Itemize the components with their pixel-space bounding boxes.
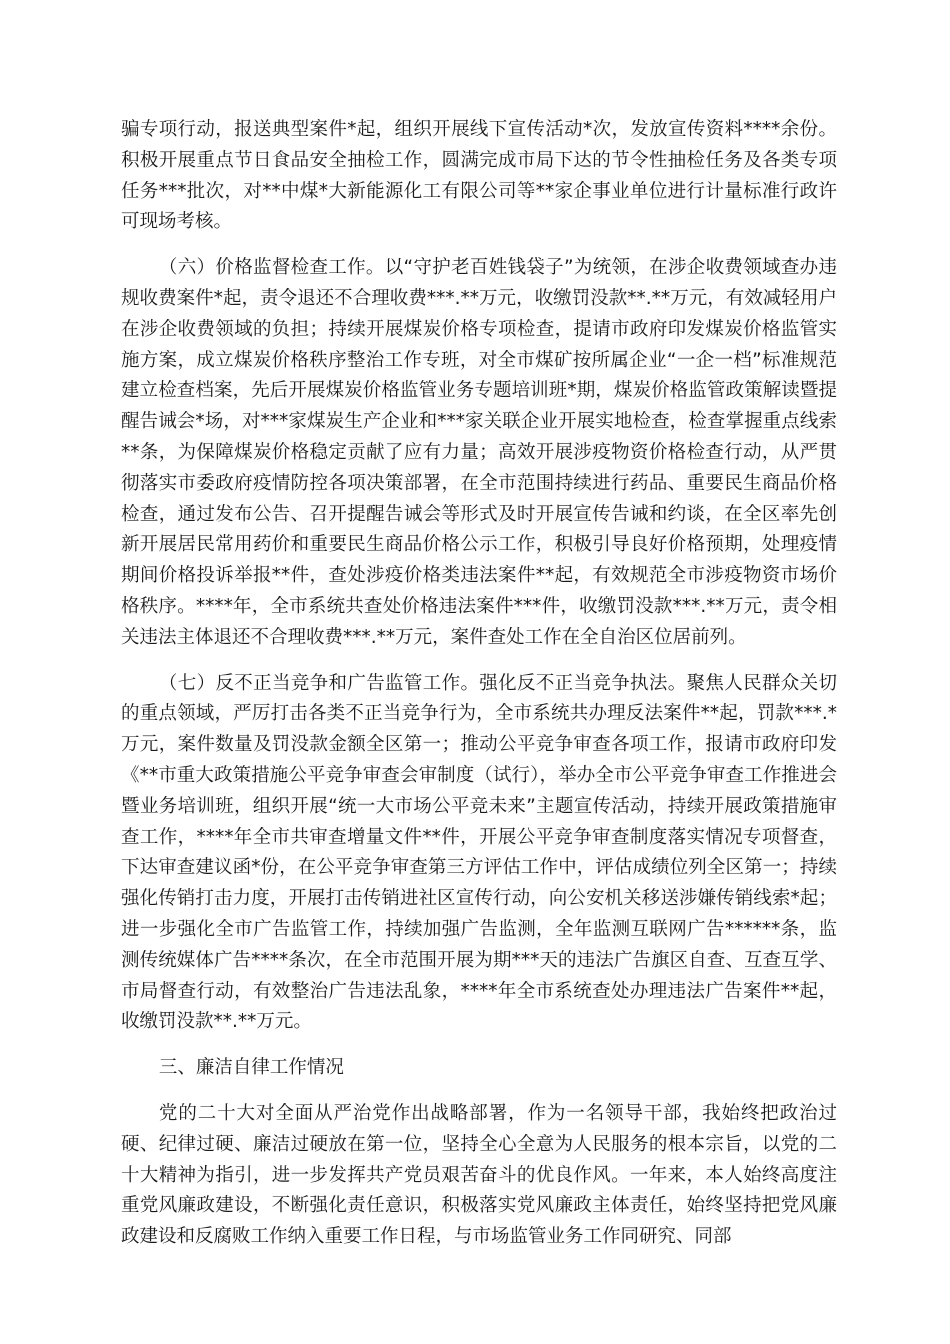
section-heading-integrity: 三、廉洁自律工作情况 xyxy=(158,1057,344,1079)
body-paragraph-price-supervision: （六）价格监督检查工作。以“守护老百姓钱袋子”为统领，在涉企收费领域查办违规收费案件*起，责令退还不合理收费***.**万元，收缴罚没款**.**万元，有效减轻用户在涉企收费领域的负担；持续开展煤炭价格专项检查，提请市政府印发煤炭价格监管实施方案，成立煤炭价格秩序整治工作专班，对全市煤矿按所属企业“一企一档”标准规范建立检查档案，先后开展煤炭价格监管业务专题培训班*期，煤炭价格监管政策解读暨提醒告诫会*场，对***家煤炭生产企业和***家关联企业开展实地检查，检查掌握重点线索**条，为保障煤炭价格稳定贡献了应有力量；高效开展涉疫物资价格检查行动，从严贯彻落实市委政府疫情防控各项决策部署，在全市范围持续进行药品、重要民生商品价格检查，通过发布公告、召开提醒告诫会等形式及时开展宣传告诫和约谈，在全区率先创新开展居民常用药价和重要民生商品价格公示工作，积极引导良好价格预期，处理疫情期间价格投诉举报**件，查处涉疫价格类违法案件**起，有效规范全市涉疫物资市场价格秩序。****年，全市系统共查处价格违法案件***件，收缴罚没款***.**万元，责令相关违法主体退还不合理收费***.**万元，案件查处工作在全自治区位居前列。 xyxy=(121,257,837,648)
body-paragraph-continuation: 骗专项行动，报送典型案件*起，组织开展线下宣传活动*次，发放宣传资料****余份。积极开展重点节日食品安全抽检工作，圆满完成市局下达的节令性抽检任务及各类专项任务***批次，对**中煤*大新能源化工有限公司等**家企事业单位进行计量标准行政许可现场考核。 xyxy=(121,119,837,233)
body-paragraph-anti-unfair-competition: （七）反不正当竞争和广告监管工作。强化反不正当竞争执法。聚焦人民群众关切的重点领域，严厉打击各类不正当竞争行为，全市系统共办理反法案件**起，罚款***.*万元，案件数量及罚没款金额全区第一；推动公平竞争审查各项工作，报请市政府印发《**市重大政策措施公平竞争审查会审制度（试行），举办全市公平竞争审查工作推进会暨业务培训班，组织开展“统一大市场公平竞未来”主题宣传活动，持续开展政策措施审查工作，****年全市共审查增量文件**件，开展公平竞争审查制度落实情况专项督查，下达审查建议函*份，在公平竞争审查第三方评估工作中，评估成绩位列全区第一；持续强化传销打击力度，开展打击传销进社区宣传行动，向公安机关移送涉嫌传销线索*起；进一步强化全市广告监管工作，持续加强广告监测，全年监测互联网广告******条，监测传统媒体广告****条次，在全市范围开展为期***天的违法广告旗区自查、互查互学、市局督查行动，有效整治广告违法乱象，****年全市系统查处办理违法广告案件**起，收缴罚没款**.**万元。 xyxy=(121,672,837,1033)
body-paragraph-integrity: 党的二十大对全面从严治党作出战略部署，作为一名领导干部，我始终把政治过硬、纪律过硬、廉洁过硬放在第一位，坚持全心全意为人民服务的根本宗旨，以党的二十大精神为指引，进一步发挥共产党员艰苦奋斗的优良作风。一年来，本人始终高度注重党风廉政建设，不断强化责任意识，积极落实党风廉政主体责任，始终坚持把党风廉政建设和反腐败工作纳入重要工作日程，与市场监管业务工作同研究、同部 xyxy=(121,1102,837,1248)
document-body xyxy=(121,115,837,1268)
